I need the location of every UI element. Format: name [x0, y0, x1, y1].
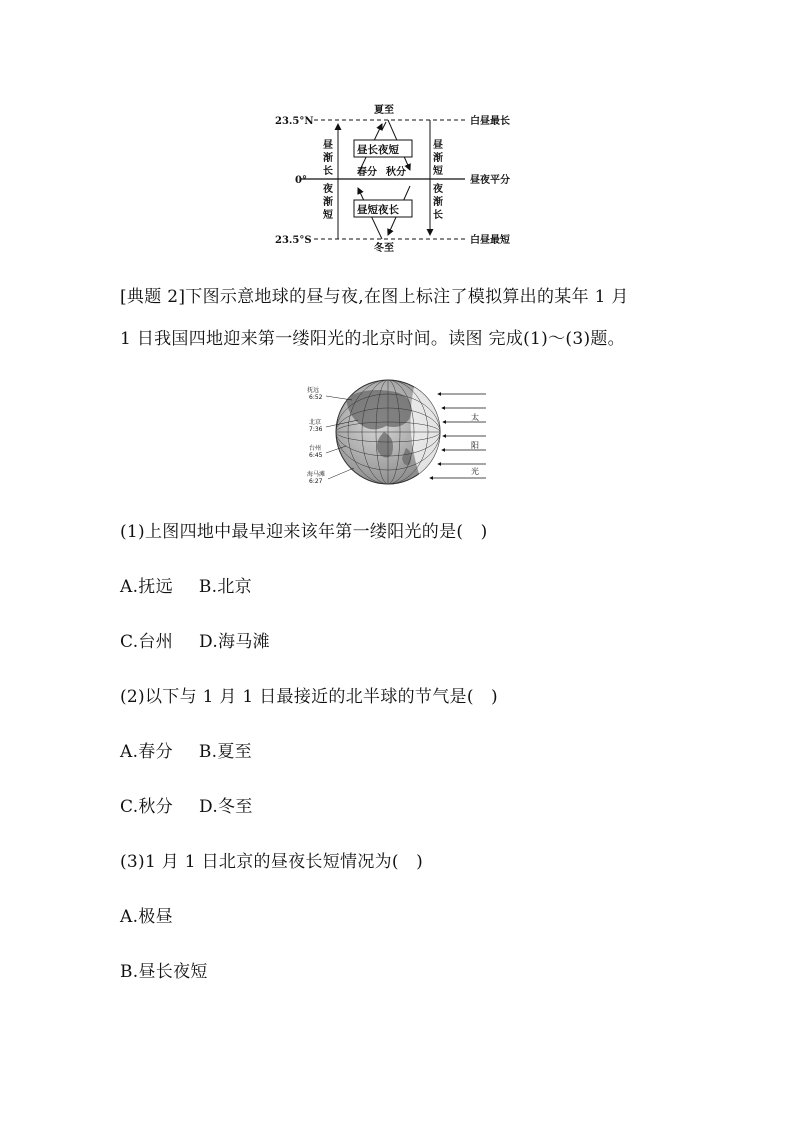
place-label-haimatan: 海马滩: [307, 471, 326, 478]
winter-solstice-label: 冬至: [374, 243, 394, 254]
day-short-night-long-label: 昼短夜长: [357, 204, 399, 216]
left-lower-char-1: 夜: [323, 184, 333, 195]
place-time-haimatan: 6:27: [309, 478, 323, 485]
question-1-options-row-1: [120, 574, 252, 600]
left-upper-char-3: 长: [323, 166, 333, 177]
q3-option-a[interactable]: A.极昼: [120, 907, 173, 927]
autumn-equinox-label: 秋分: [386, 167, 406, 178]
sun-char-2: 阳: [471, 441, 479, 450]
summer-solstice-label: 夏至: [374, 105, 394, 116]
left-upper-char-1: 昼: [323, 140, 333, 151]
question-1-stem: (1)上图四地中最早迎来该年第一缕阳光的是( ): [120, 522, 488, 542]
place-label-beijing: 北京: [309, 419, 322, 426]
right-lower-char-2: 渐: [433, 197, 443, 208]
question-3-stem: (3)1 月 1 日北京的昼夜长短情况为( ): [120, 852, 424, 872]
sun-char-3: 光: [471, 467, 479, 476]
place-label-fuyuan: 抚远: [307, 387, 320, 394]
left-lower-char-3: 短: [323, 210, 333, 221]
intro-line-1: [典题 2]下图示意地球的昼与夜,在图上标注了模拟算出的某年 1 月: [120, 287, 629, 307]
q2-option-a[interactable]: A.春分: [120, 742, 173, 762]
lat-south-label: 23.5°S: [275, 235, 312, 246]
right-upper-char-2: 渐: [433, 153, 443, 164]
right-upper-char-1: 昼: [433, 140, 443, 151]
left-lower-char-2: 渐: [323, 197, 333, 208]
day-long-night-short-label: 昼长夜短: [357, 144, 399, 156]
q2-option-c[interactable]: C.秋分: [120, 797, 174, 817]
q1-option-d[interactable]: D.海马滩: [199, 632, 270, 652]
q2-option-b[interactable]: B.夏至: [198, 742, 252, 762]
place-time-taizhou: 6:45: [309, 452, 323, 459]
spring-equinox-label: 春分: [357, 167, 377, 178]
place-time-beijing: 7:36: [309, 426, 323, 433]
q1-option-a[interactable]: A.抚远: [120, 577, 173, 597]
sun-char-1: 太: [471, 413, 479, 422]
right-upper-char-3: 短: [433, 166, 443, 177]
q1-option-b[interactable]: B.北京: [198, 577, 252, 597]
place-time-fuyuan: 6:52: [309, 394, 323, 401]
left-upper-char-2: 渐: [323, 153, 333, 164]
question-3-option-b-row: [120, 959, 208, 985]
right-lower-char-1: 夜: [433, 184, 443, 195]
question-2-options-row-1: [120, 739, 252, 765]
globe-figure: [306, 368, 490, 496]
right-lower-char-3: 长: [433, 210, 443, 221]
label-shortest-day: 白昼最短: [470, 235, 510, 246]
label-longest-day: 白昼最长: [470, 116, 510, 127]
q3-option-b[interactable]: B.昼长夜短: [120, 962, 208, 982]
question-2-options-row-2: [120, 794, 253, 820]
solstice-diagram: [270, 96, 530, 256]
q1-option-c[interactable]: C.台州: [120, 632, 174, 652]
question-3-option-a-row: [120, 904, 173, 930]
lat-north-label: 23.5°N: [275, 116, 314, 127]
q2-option-d[interactable]: D.冬至: [199, 797, 253, 817]
label-equal-day-night: 昼夜平分: [470, 175, 510, 186]
path-small-up: [382, 122, 386, 130]
intro-line-2: 1 日我国四地迎来第一缕阳光的北京时间。读图 完成(1)～(3)题。: [120, 329, 625, 349]
lat-zero-label: 0°: [295, 175, 307, 186]
question-2-stem: (2)以下与 1 月 1 日最接近的北半球的节气是( ): [120, 687, 498, 707]
question-1-options-row-2: [120, 629, 270, 655]
place-label-taizhou: 台州: [309, 445, 322, 452]
